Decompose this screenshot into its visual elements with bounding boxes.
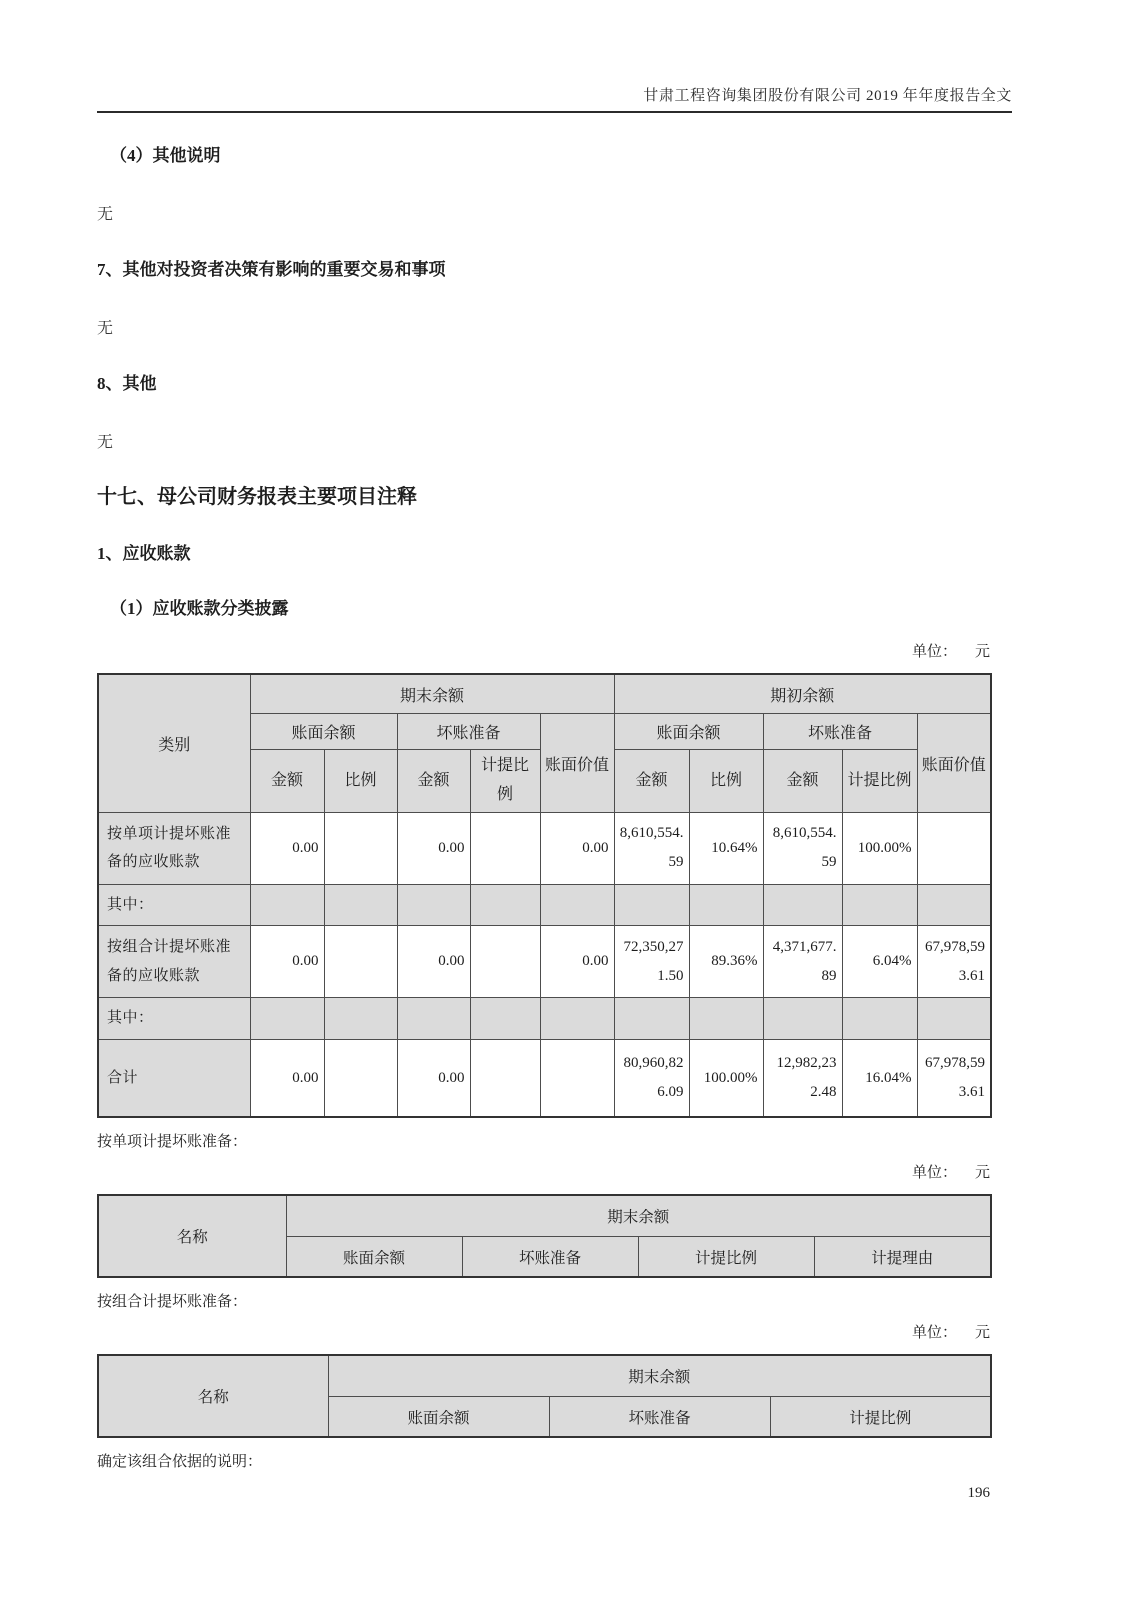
note-group-basis: 确定该组合依据的说明： [97, 1454, 263, 1471]
empty-cell [397, 884, 470, 926]
document-header-title: 甘肃工程咨询集团股份有限公司 2019 年年度报告全文 [643, 88, 1012, 104]
header-cell-book-balance-begin: 账面余额 [614, 714, 763, 750]
table-cell [470, 812, 540, 884]
unit-prefix: 单位： [911, 643, 957, 660]
heading-accounts-receivable: 1、应收账款 [97, 543, 191, 563]
table-cell: 0.00 [540, 812, 614, 884]
empty-cell [917, 884, 991, 926]
header-cell-bad-amount-end: 金额 [397, 750, 470, 813]
header-cell-bad-debt: 坏账准备 [549, 1396, 770, 1437]
header-cell-provision-reason: 计提理由 [814, 1236, 991, 1277]
header-cell-period-begin: 期初余额 [614, 674, 991, 714]
table-row-individual-provision [98, 812, 991, 884]
header-cell-provision-ratio: 计提比例 [638, 1236, 814, 1277]
table-cell: 0.00 [397, 812, 470, 884]
unit-currency: 元 [974, 1165, 990, 1182]
header-cell-name: 名称 [98, 1355, 328, 1437]
header-cell-provision-ratio-end: 计提比例 [470, 750, 540, 813]
subheader-row [98, 998, 991, 1040]
note-individual-provision: 按单项计提坏账准备： [97, 1134, 248, 1151]
header-cell-ratio-begin: 比例 [689, 750, 763, 813]
table-cell: 0.00 [250, 1039, 324, 1117]
header-cell-bad-debt-end: 坏账准备 [397, 714, 540, 750]
empty-cell [470, 998, 540, 1040]
unit-currency: 元 [974, 643, 990, 660]
table-cell: 0.00 [397, 1039, 470, 1117]
header-cell-book-value-begin: 账面价值 [917, 714, 991, 813]
table-cell: 12,982,232.48 [763, 1039, 842, 1117]
table-cell: 10.64% [689, 812, 763, 884]
table-row-group-provision [98, 926, 991, 998]
heading-other: 8、其他 [97, 373, 157, 393]
header-cell-book-balance-end: 账面余额 [250, 714, 397, 750]
header-cell-book-value-end: 账面价值 [540, 714, 614, 813]
page-content [0, 84, 1131, 1471]
table-cell [324, 1039, 397, 1117]
group-table-header-row-1 [98, 1355, 991, 1396]
empty-cell [614, 998, 689, 1040]
other-body: 无 [97, 433, 114, 451]
table-cell: 67,978,593.61 [917, 926, 991, 998]
empty-cell [540, 884, 614, 926]
table-cell: 8,610,554.59 [614, 812, 689, 884]
empty-cell [917, 998, 991, 1040]
header-cell-period-end: 期末余额 [250, 674, 614, 714]
empty-cell [842, 884, 917, 926]
row-label-cell: 按单项计提坏账准备的应收账款 [98, 812, 250, 884]
table-row-total [98, 1039, 991, 1117]
empty-cell [614, 884, 689, 926]
header-cell-book-balance: 账面余额 [328, 1396, 549, 1437]
header-cell-amount-begin: 金额 [614, 750, 689, 813]
table-cell: 72,350,271.50 [614, 926, 689, 998]
table-cell: 0.00 [540, 926, 614, 998]
header-cell-provision-ratio-begin: 计提比例 [842, 750, 917, 813]
empty-cell [540, 998, 614, 1040]
header-cell-book-balance: 账面余额 [286, 1236, 462, 1277]
table-cell: 67,978,593.61 [917, 1039, 991, 1117]
table-cell [540, 1039, 614, 1117]
unit-currency: 元 [974, 1325, 990, 1342]
header-cell-bad-debt-begin: 坏账准备 [763, 714, 917, 750]
row-label-cell: 按组合计提坏账准备的应收账款 [98, 926, 250, 998]
header-cell-period-end: 期末余额 [328, 1355, 991, 1396]
header-cell-amount-end: 金额 [250, 750, 324, 813]
main-table-header-row-1 [98, 674, 991, 714]
table-cell [917, 812, 991, 884]
table-cell: 100.00% [842, 812, 917, 884]
investor-transactions-body: 无 [97, 319, 114, 337]
header-cell-period-end: 期末余额 [286, 1195, 991, 1236]
table-cell: 16.04% [842, 1039, 917, 1117]
heading-parent-company-notes: 十七、母公司财务报表主要项目注释 [97, 485, 417, 508]
table-cell [470, 926, 540, 998]
table-cell [324, 812, 397, 884]
header-cell-bad-debt: 坏账准备 [462, 1236, 638, 1277]
empty-cell [763, 998, 842, 1040]
empty-cell [250, 998, 324, 1040]
header-cell-name: 名称 [98, 1195, 286, 1277]
table-cell: 6.04% [842, 926, 917, 998]
header-cell-provision-ratio: 计提比例 [770, 1396, 991, 1437]
table-cell: 80,960,826.09 [614, 1039, 689, 1117]
table-cell: 8,610,554.59 [763, 812, 842, 884]
table-cell: 0.00 [397, 926, 470, 998]
header-cell-bad-amount-begin: 金额 [763, 750, 842, 813]
heading-other-description: （4）其他说明 [110, 146, 221, 165]
empty-cell [470, 884, 540, 926]
row-label-cell: 其中： [98, 998, 250, 1040]
empty-cell [689, 998, 763, 1040]
empty-cell [842, 998, 917, 1040]
unit-prefix: 单位： [911, 1165, 957, 1182]
group-provision-table [97, 1354, 992, 1438]
table-cell [324, 926, 397, 998]
empty-cell [689, 884, 763, 926]
table-cell: 0.00 [250, 812, 324, 884]
empty-cell [397, 998, 470, 1040]
header-cell-category: 类别 [98, 674, 250, 813]
header-rule [97, 111, 1012, 113]
heading-investor-transactions: 7、其他对投资者决策有影响的重要交易和事项 [97, 259, 446, 279]
heading-ar-disclosure: （1）应收账款分类披露 [110, 598, 289, 618]
note-group-provision: 按组合计提坏账准备： [97, 1294, 248, 1311]
empty-cell [324, 884, 397, 926]
table-cell: 100.00% [689, 1039, 763, 1117]
empty-cell [763, 884, 842, 926]
individual-provision-table [97, 1194, 992, 1278]
ar-classification-table [97, 673, 992, 1119]
other-description-body: 无 [97, 206, 114, 224]
table-cell: 0.00 [250, 926, 324, 998]
unit-label-main [97, 640, 990, 661]
header-cell-ratio-end: 比例 [324, 750, 397, 813]
unit-prefix: 单位： [911, 1325, 957, 1342]
row-label-cell: 合计 [98, 1039, 250, 1117]
table-cell: 4,371,677.89 [763, 926, 842, 998]
empty-cell [324, 998, 397, 1040]
row-label-cell: 其中： [98, 884, 250, 926]
table-cell [470, 1039, 540, 1117]
individual-table-header-row-1 [98, 1195, 991, 1236]
empty-cell [250, 884, 324, 926]
page-number: 196 [967, 1485, 990, 1501]
table-cell: 89.36% [689, 926, 763, 998]
subheader-row [98, 884, 991, 926]
unit-label-group [97, 1321, 990, 1342]
unit-label-individual [97, 1161, 990, 1182]
